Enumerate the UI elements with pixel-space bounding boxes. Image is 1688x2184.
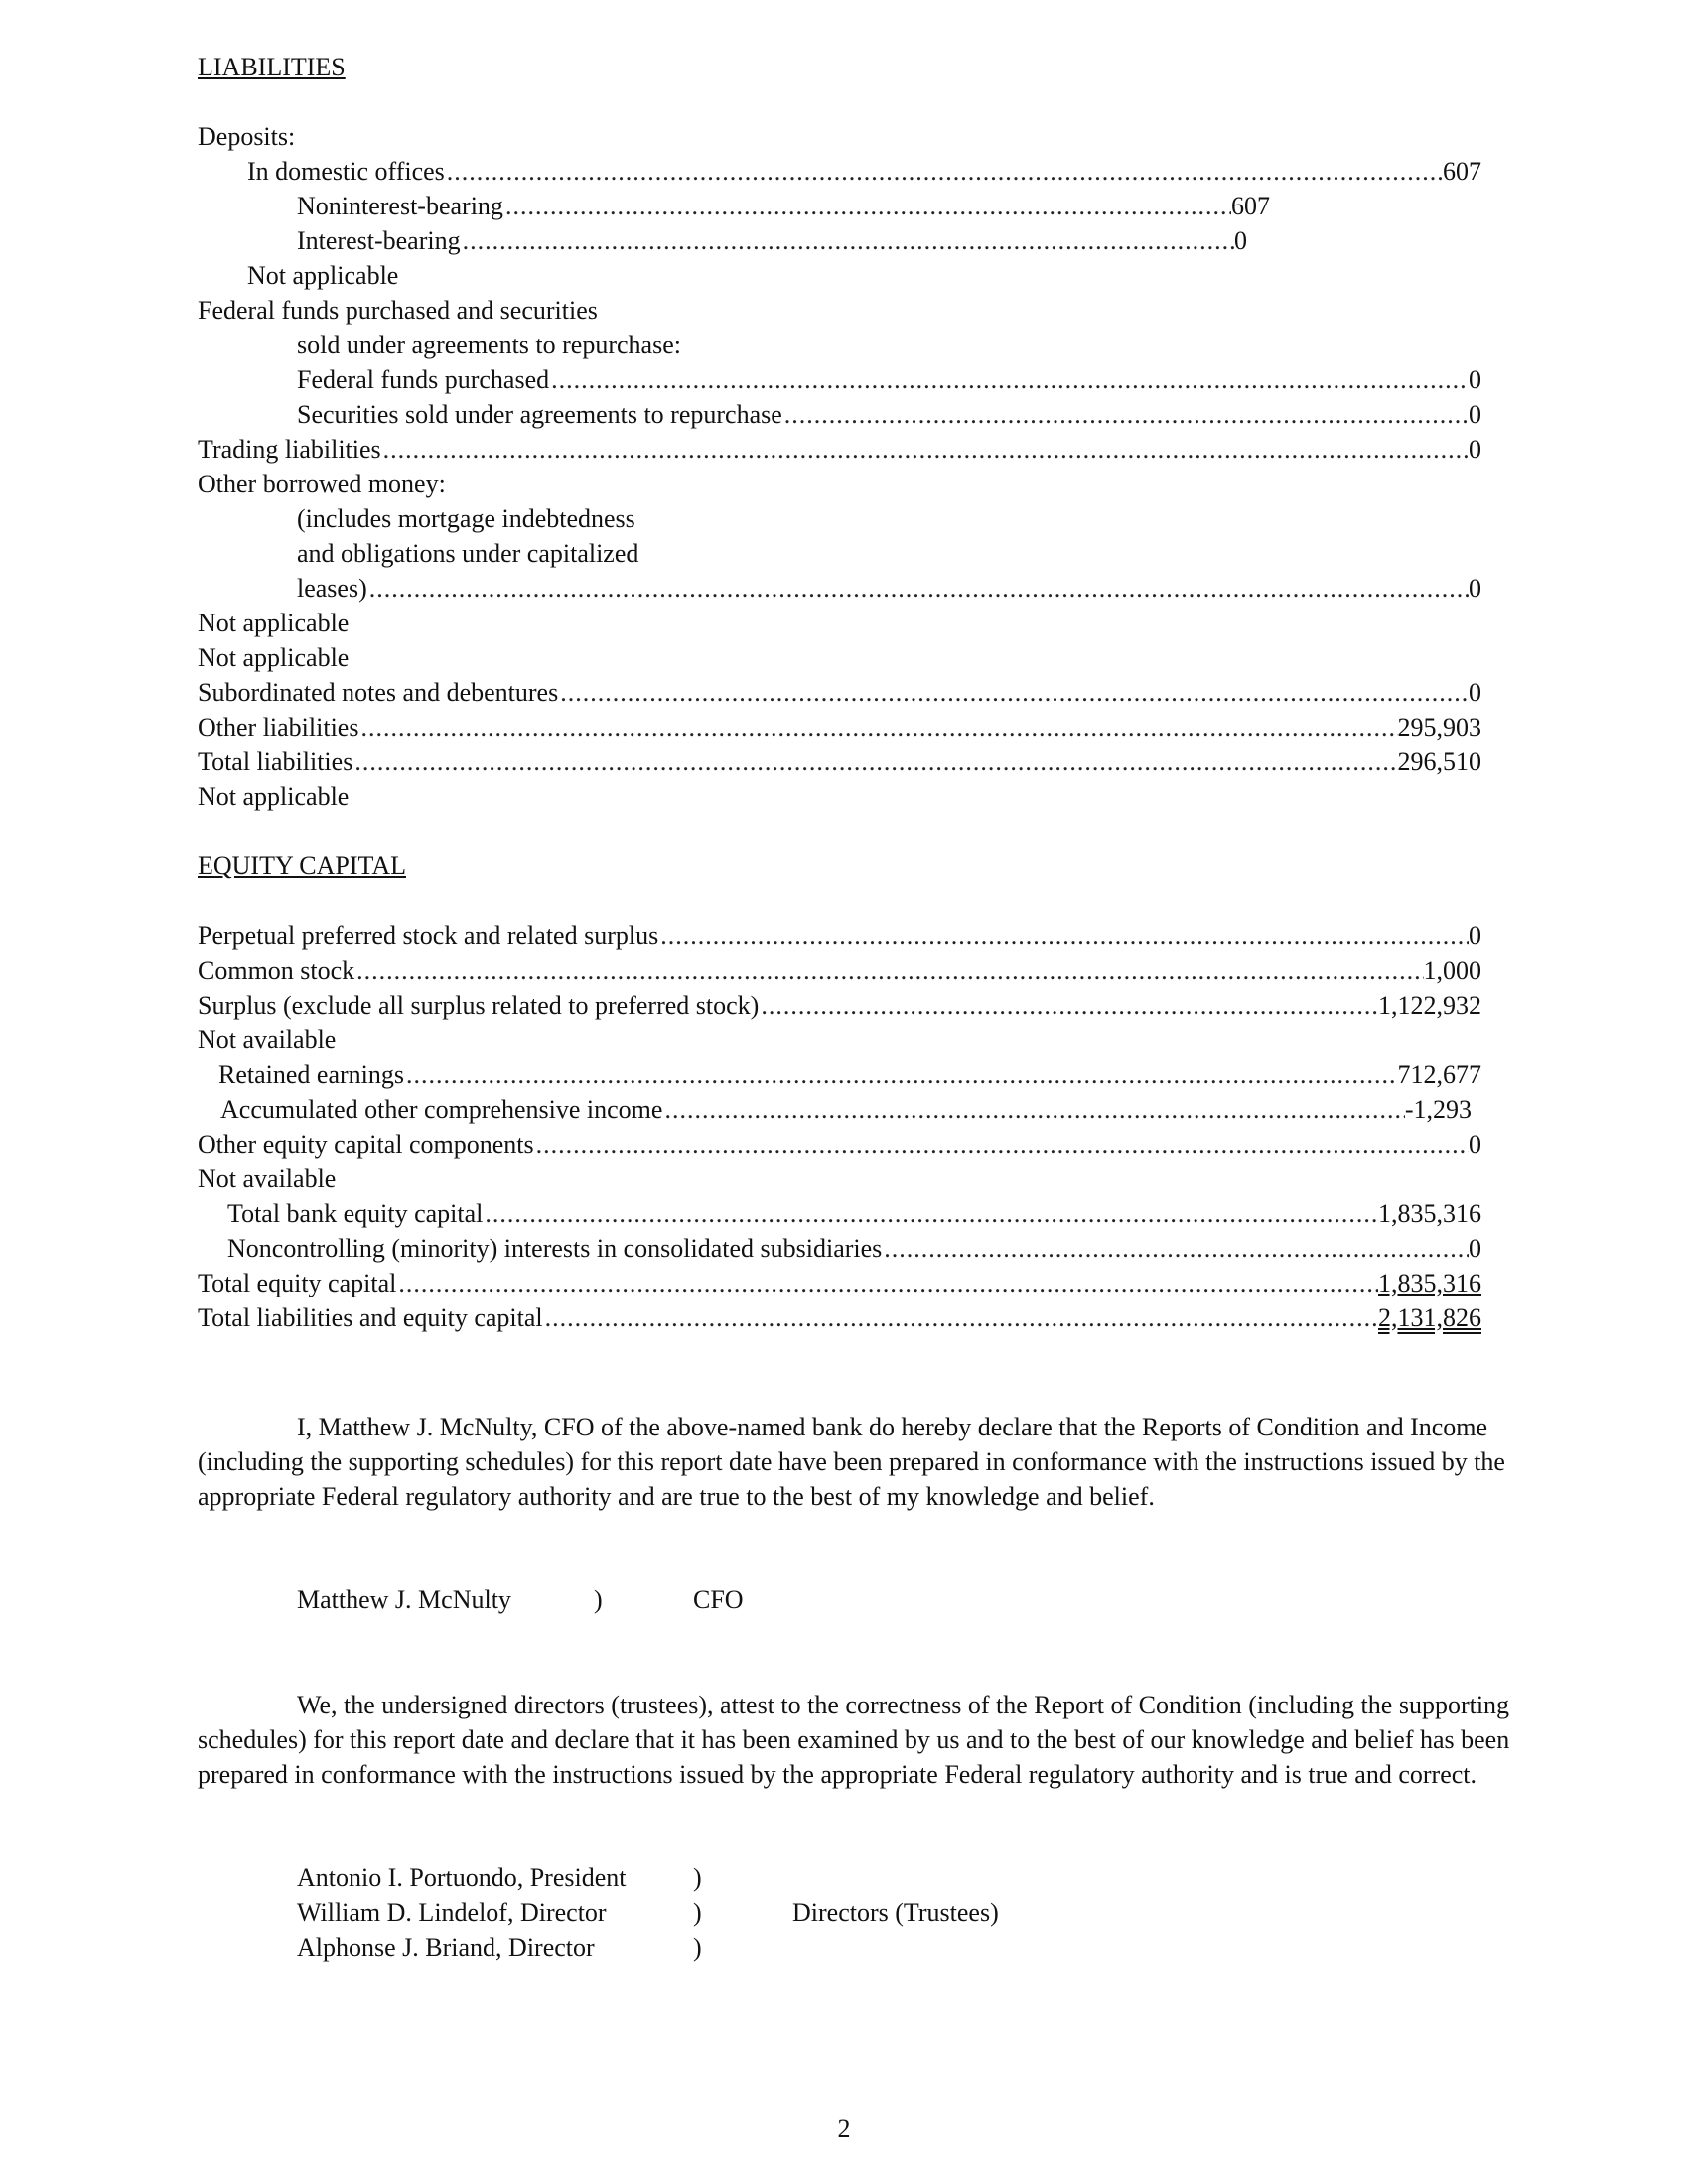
row-label: Subordinated notes and debentures [198,678,559,707]
director-bracket: ) [693,1898,702,1927]
row-label: In domestic offices [247,157,445,186]
row-label: Noncontrolling (minority) interests in consolidated subsidiaries [227,1234,883,1263]
row-value: 0 [1469,400,1481,429]
securities-sold-row [297,398,1481,432]
cfo-title: CFO [693,1585,744,1614]
not-available-text: Not available [198,1025,337,1054]
row-label: Total liabilities [198,748,353,776]
director-name: Antonio I. Portuondo, President [297,1863,627,1892]
trading-liabilities-row [198,433,1481,467]
liabilities-heading: LIABILITIES [198,53,346,81]
interest-bearing-row [297,224,1247,258]
director-bracket: ) [693,1863,702,1892]
row-value: 1,835,316 [1378,1269,1481,1297]
total-liabilities-row [198,746,1481,779]
other-borrowed-money-row [297,572,1481,606]
not-applicable-text: Not applicable [198,609,350,637]
cfo-declaration-paragraph: I, Matthew J. McNulty, CFO of the above-named bank do hereby declare that the Reports of Condition and Income (including the supporting schedules) for this report date have been prepared in conformance with the instructions issued by the appropriate Federal regulatory authority and are true to the best of my knowledge and belief. [198,1413,1505,1511]
total-equity-capital-row [198,1267,1481,1300]
directors-group-label: Directors (Trustees) [792,1898,999,1927]
not-available-text: Not available [198,1164,337,1193]
not-applicable-text: Not applicable [198,643,350,672]
row-label: Total liabilities and equity capital [198,1303,543,1332]
row-label: Other equity capital components [198,1130,534,1159]
row-value: 0 [1469,365,1481,394]
aoci-row [220,1093,1472,1127]
row-value: 0 [1469,1234,1481,1263]
federal-funds-line2: sold under agreements to repurchase: [297,331,681,359]
row-value: 0 [1469,1130,1481,1159]
federal-funds-line1: Federal funds purchased and securities [198,296,598,325]
row-label: leases) [297,574,367,603]
noninterest-bearing-row [297,190,1270,223]
other-borrowed-money-line2: and obligations under capitalized [297,539,639,568]
director-name: William D. Lindelof, Director [297,1898,607,1927]
deposits-label: Deposits: [198,122,296,151]
row-label: Surplus (exclude all surplus related to preferred stock) [198,991,760,1020]
row-label: Total bank equity capital [227,1199,484,1228]
row-value: 607 [1231,192,1270,220]
cfo-name: Matthew J. McNulty [297,1585,511,1614]
row-label: Common stock [198,956,355,985]
not-applicable-text: Not applicable [247,261,399,290]
row-label: Total equity capital [198,1269,397,1297]
other-liabilities-row [198,711,1481,745]
total-bank-equity-row [227,1197,1481,1231]
common-stock-row [198,954,1481,988]
row-value: 0 [1469,435,1481,464]
surplus-row [198,989,1481,1023]
row-label: Retained earnings [218,1060,404,1089]
noncontrolling-interests-row [227,1232,1481,1266]
retained-earnings-row [218,1058,1481,1092]
row-value: 1,000 [1423,956,1481,985]
row-value: 2,131,826 [1378,1303,1481,1332]
row-value: 0 [1469,574,1481,603]
page-number: 2 [837,2115,851,2143]
subordinated-notes-row [198,676,1481,710]
total-liabilities-equity-row [198,1301,1481,1335]
row-label: Noninterest-bearing [297,192,503,220]
row-label: Perpetual preferred stock and related surplus [198,921,659,950]
directors-attestation-paragraph: We, the undersigned directors (trustees), attest to the correctness of the Report of Condition (including the supporting schedules) for this report date and declare that it has been examined by us and to the best of our knowledge and belief has been prepared in conformance with the instructions issued by the appropriate Federal regulatory authority and is true and correct. [198,1691,1510,1789]
row-value: 296,510 [1397,748,1481,776]
row-label: Accumulated other comprehensive income [220,1095,663,1124]
director-bracket: ) [693,1933,702,1962]
not-applicable-text: Not applicable [198,782,350,811]
cfo-bracket: ) [594,1585,603,1614]
row-value: 607 [1443,157,1481,186]
perpetual-preferred-row [198,919,1481,953]
row-value: 712,677 [1397,1060,1481,1089]
row-label: Securities sold under agreements to repurchase [297,400,782,429]
row-value: 0 [1234,226,1247,255]
other-borrowed-money-line1: (includes mortgage indebtedness [297,504,635,533]
equity-capital-heading: EQUITY CAPITAL [198,851,406,880]
other-equity-components-row [198,1128,1481,1161]
director-name: Alphonse J. Briand, Director [297,1933,595,1962]
federal-funds-purchased-row [297,363,1481,397]
other-borrowed-money-label: Other borrowed money: [198,470,446,498]
row-value: 295,903 [1397,713,1481,742]
row-label: Interest-bearing [297,226,461,255]
row-label: Federal funds purchased [297,365,550,394]
domestic-offices-row [247,155,1481,189]
row-value: 1,835,316 [1378,1199,1481,1228]
row-value: 1,122,932 [1378,991,1481,1020]
row-label: Trading liabilities [198,435,381,464]
row-value: -1,293 [1404,1095,1472,1124]
row-value: 0 [1469,678,1481,707]
row-value: 0 [1469,921,1481,950]
row-label: Other liabilities [198,713,359,742]
